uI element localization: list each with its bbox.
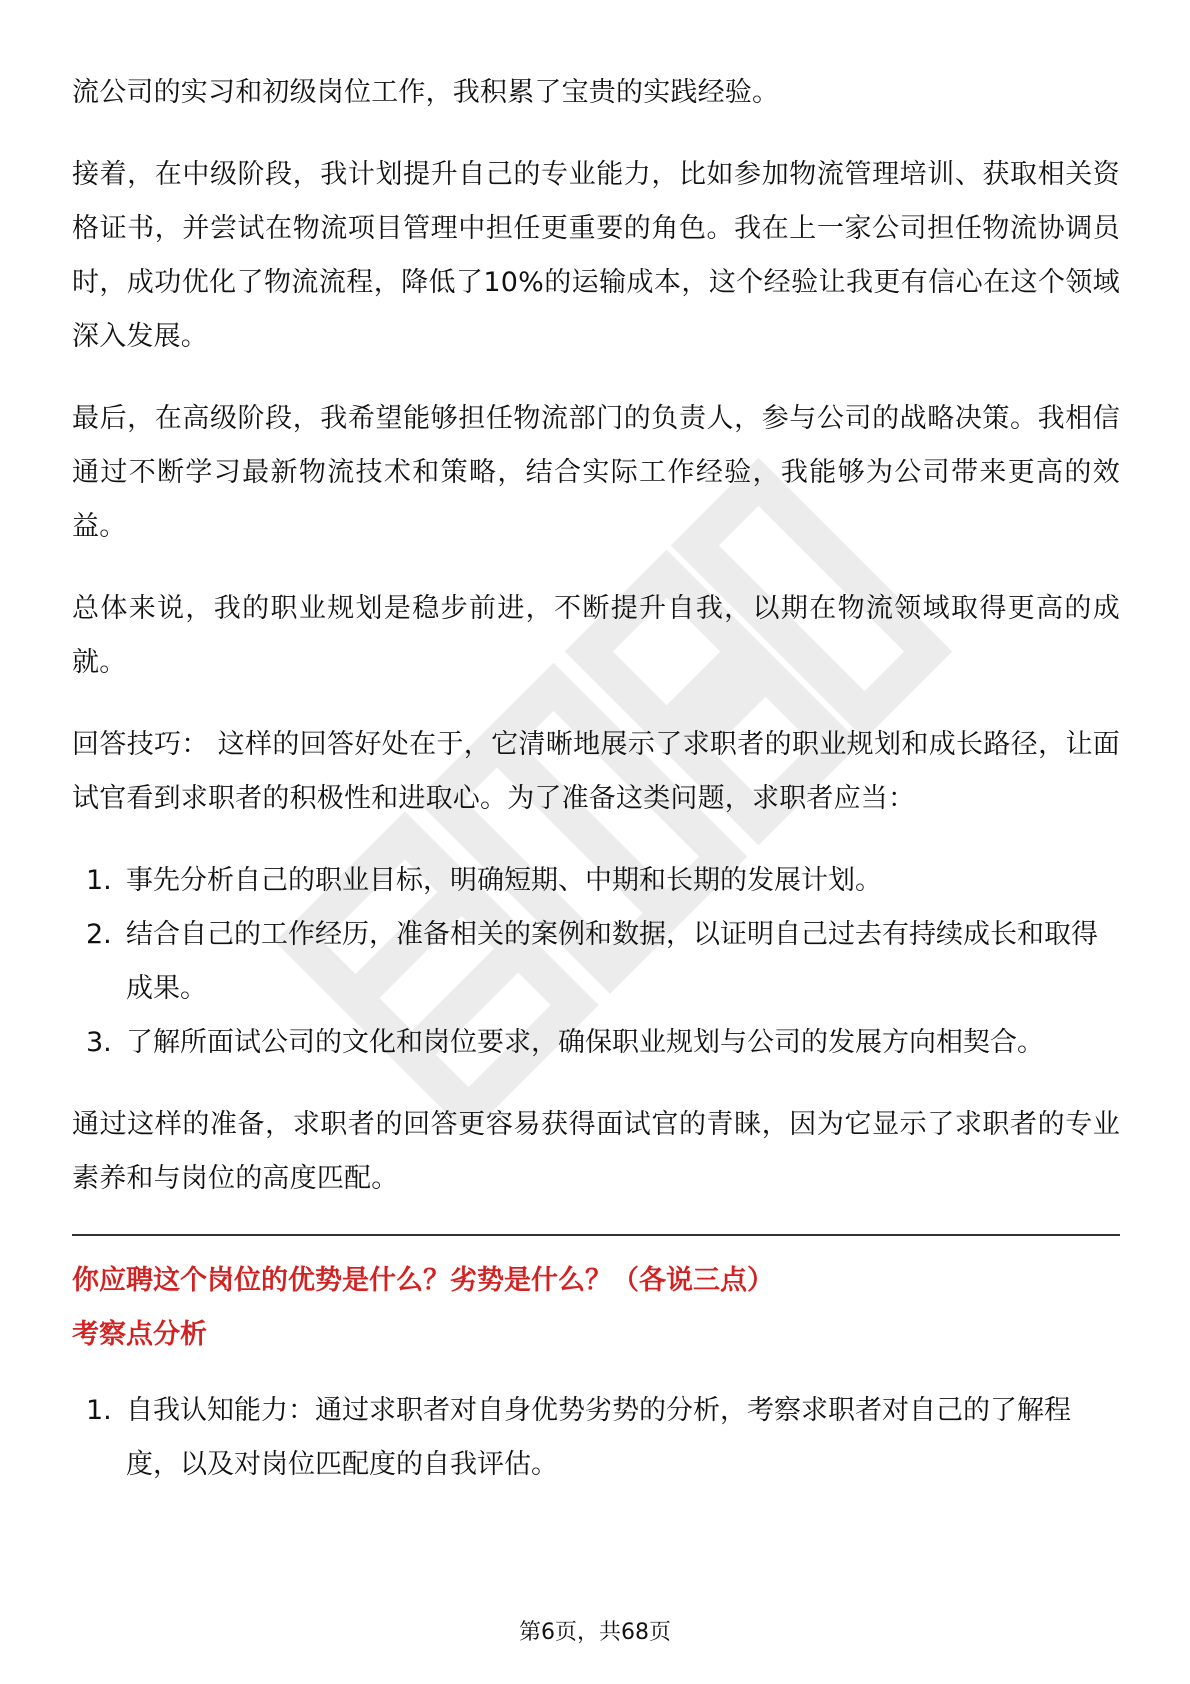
list-item xyxy=(72,1384,1120,1492)
analysis-heading: 考察点分析 xyxy=(72,1319,207,1350)
paragraph-closing: 通过这样的准备，求职者的回答更容易获得面试官的青睐，因为它显示了求职者的专业素养和与岗位的高度匹配。 xyxy=(72,1109,1120,1194)
paragraph-summary: 总体来说，我的职业规划是稳步前进，不断提升自我，以期在物流领域取得更高的成就。 xyxy=(72,593,1120,678)
paragraph-answer-tips: 回答技巧： 这样的回答好处在于，它清晰地展示了求职者的职业规划和成长路径，让面试官看到求职者的积极性和进取心。为了准备这类问题，求职者应当： xyxy=(72,729,1120,814)
list-number: 2. xyxy=(86,919,112,950)
list-text: 自我认知能力：通过求职者对自身优势劣势的分析，考察求职者对自己的了解程度，以及对岗位匹配度的自我评估。 xyxy=(126,1395,1071,1480)
analysis-list xyxy=(72,1384,1120,1492)
list-number: 1. xyxy=(86,1395,112,1426)
page-footer: 第6页，共68页 xyxy=(519,1620,671,1645)
question-heading: 你应聘这个岗位的优势是什么？劣势是什么？（各说三点） xyxy=(72,1265,774,1296)
list-item xyxy=(72,908,1120,1016)
document-body xyxy=(72,66,1120,1520)
list-text: 了解所面试公司的文化和岗位要求，确保职业规划与公司的发展方向相契合。 xyxy=(126,1027,1044,1058)
paragraph-mid-stage: 接着，在中级阶段，我计划提升自己的专业能力，比如参加物流管理培训、获取相关资格证书，并尝试在物流项目管理中担任更重要的角色。我在上一家公司担任物流协调员时，成功优化了物流流程，降低了10%的运输成本，这个经验让我更有信心在这个领域深入发展。 xyxy=(72,159,1120,352)
list-number: 1. xyxy=(86,865,112,896)
list-number: 3. xyxy=(86,1027,112,1058)
paragraph-senior-stage: 最后，在高级阶段，我希望能够担任物流部门的负责人，参与公司的战略决策。我相信通过不断学习最新物流技术和策略，结合实际工作经验，我能够为公司带来更高的效益。 xyxy=(72,403,1120,542)
section-divider xyxy=(72,1234,1120,1236)
list-item xyxy=(72,854,1120,908)
list-text: 事先分析自己的职业目标，明确短期、中期和长期的发展计划。 xyxy=(126,865,882,896)
list-item xyxy=(72,1016,1120,1070)
list-text: 结合自己的工作经历，准备相关的案例和数据，以证明自己过去有持续成长和取得成果。 xyxy=(126,919,1098,1004)
paragraph-intro: 流公司的实习和初级岗位工作，我积累了宝贵的实践经验。 xyxy=(72,77,780,108)
tips-list xyxy=(72,854,1120,1070)
